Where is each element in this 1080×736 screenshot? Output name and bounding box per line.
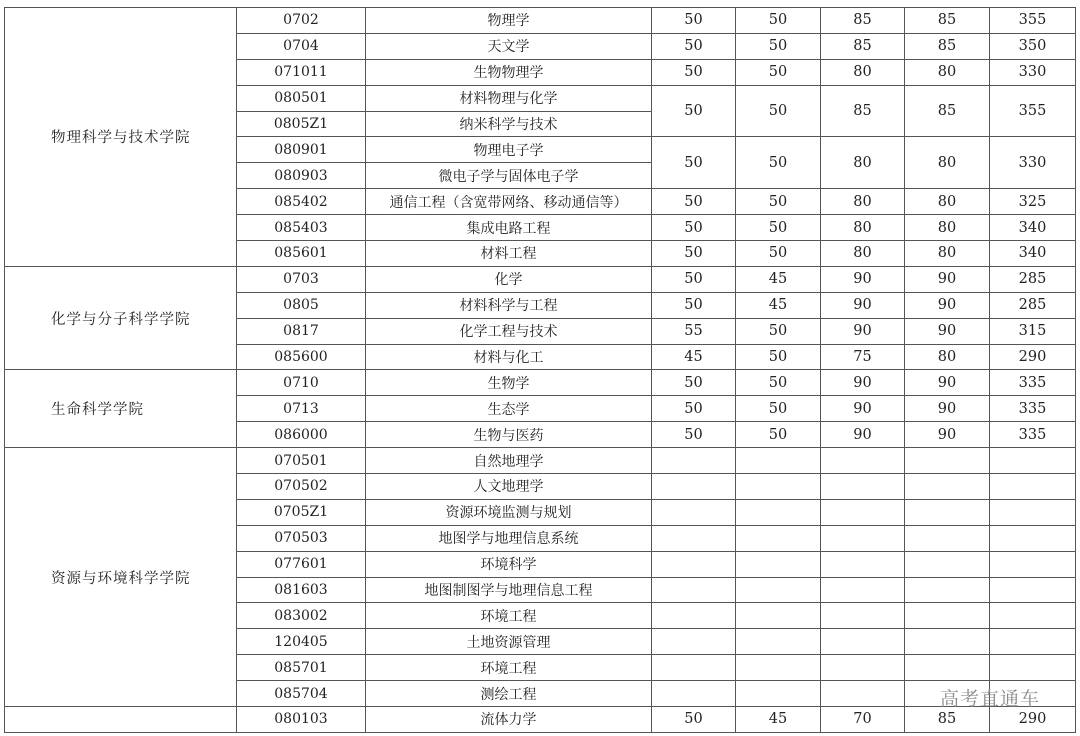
score-cell: 90	[821, 396, 905, 422]
major-code: 071011	[237, 59, 366, 85]
major-name: 人文地理学	[366, 474, 652, 500]
total-score-cell: 340	[990, 241, 1076, 267]
major-code: 0703	[237, 266, 366, 292]
major-code: 0805Z1	[237, 111, 366, 137]
score-cell: 90	[905, 266, 990, 292]
major-code: 0710	[237, 370, 366, 396]
total-score-cell: 355	[990, 85, 1076, 137]
score-cell: 50	[652, 370, 736, 396]
empty-score-cell	[821, 577, 905, 603]
total-score-cell: 315	[990, 318, 1076, 344]
score-cell: 45	[736, 292, 821, 318]
empty-score-cell	[736, 577, 821, 603]
score-cell: 80	[821, 215, 905, 241]
total-score-cell: 285	[990, 266, 1076, 292]
score-cell: 50	[736, 318, 821, 344]
major-code: 0705Z1	[237, 499, 366, 525]
score-cell: 50	[736, 215, 821, 241]
major-name: 材料工程	[366, 241, 652, 267]
score-cell: 50	[652, 8, 736, 34]
major-name: 地图学与地理信息系统	[366, 525, 652, 551]
score-cell: 90	[905, 292, 990, 318]
score-table	[4, 7, 1076, 733]
score-cell: 85	[821, 8, 905, 34]
empty-score-cell	[736, 629, 821, 655]
total-score-cell: 335	[990, 422, 1076, 448]
major-name: 纳米科学与技术	[366, 111, 652, 137]
empty-score-cell	[652, 629, 736, 655]
score-cell: 80	[821, 241, 905, 267]
empty-score-cell	[990, 474, 1076, 500]
empty-score-cell	[905, 474, 990, 500]
major-name: 物理电子学	[366, 137, 652, 163]
score-cell: 50	[736, 396, 821, 422]
total-score-cell: 330	[990, 137, 1076, 189]
department-name	[5, 707, 237, 733]
score-cell: 85	[821, 33, 905, 59]
score-cell: 80	[821, 59, 905, 85]
empty-score-cell	[821, 655, 905, 681]
empty-score-cell	[652, 655, 736, 681]
major-code: 077601	[237, 551, 366, 577]
score-cell: 50	[652, 85, 736, 137]
empty-score-cell	[736, 525, 821, 551]
empty-score-cell	[652, 681, 736, 707]
major-code: 085601	[237, 241, 366, 267]
major-name: 生物学	[366, 370, 652, 396]
score-cell: 90	[905, 422, 990, 448]
major-name: 环境科学	[366, 551, 652, 577]
major-name: 通信工程（含宽带网络、移动通信等）	[366, 189, 652, 215]
table-row	[5, 448, 1076, 474]
score-cell: 50	[652, 137, 736, 189]
empty-score-cell	[736, 603, 821, 629]
major-code: 081603	[237, 577, 366, 603]
total-score-cell: 340	[990, 215, 1076, 241]
major-code: 0702	[237, 8, 366, 34]
empty-score-cell	[905, 655, 990, 681]
score-cell: 50	[736, 370, 821, 396]
major-code: 080103	[237, 707, 366, 733]
empty-score-cell	[736, 499, 821, 525]
score-cell: 90	[821, 266, 905, 292]
empty-score-cell	[905, 499, 990, 525]
major-code: 085600	[237, 344, 366, 370]
score-cell: 80	[821, 137, 905, 189]
major-name: 微电子学与固体电子学	[366, 163, 652, 189]
score-cell: 80	[905, 59, 990, 85]
empty-score-cell	[990, 577, 1076, 603]
score-cell: 50	[736, 8, 821, 34]
score-cell: 90	[821, 370, 905, 396]
major-name: 生物物理学	[366, 59, 652, 85]
major-code: 085704	[237, 681, 366, 707]
empty-score-cell	[905, 448, 990, 474]
total-score-cell: 325	[990, 189, 1076, 215]
major-code: 085402	[237, 189, 366, 215]
table-row	[5, 707, 1076, 733]
major-name: 自然地理学	[366, 448, 652, 474]
empty-score-cell	[652, 551, 736, 577]
major-name: 测绘工程	[366, 681, 652, 707]
major-code: 0704	[237, 33, 366, 59]
major-name: 土地资源管理	[366, 629, 652, 655]
table-row	[5, 8, 1076, 34]
empty-score-cell	[905, 551, 990, 577]
empty-score-cell	[990, 448, 1076, 474]
empty-score-cell	[905, 629, 990, 655]
empty-score-cell	[652, 603, 736, 629]
empty-score-cell	[821, 603, 905, 629]
major-name: 生物与医药	[366, 422, 652, 448]
major-code: 080901	[237, 137, 366, 163]
total-score-cell: 290	[990, 707, 1076, 733]
major-code: 080903	[237, 163, 366, 189]
score-cell: 45	[736, 266, 821, 292]
score-cell: 50	[736, 189, 821, 215]
score-cell: 90	[905, 370, 990, 396]
major-code: 070503	[237, 525, 366, 551]
score-cell: 50	[736, 137, 821, 189]
score-cell: 45	[652, 344, 736, 370]
score-cell: 85	[905, 8, 990, 34]
empty-score-cell	[736, 474, 821, 500]
score-cell: 80	[905, 344, 990, 370]
empty-score-cell	[821, 551, 905, 577]
empty-score-cell	[821, 629, 905, 655]
score-cell: 50	[652, 707, 736, 733]
score-cell: 50	[652, 292, 736, 318]
major-code: 083002	[237, 603, 366, 629]
score-cell: 70	[821, 707, 905, 733]
total-score-cell: 285	[990, 292, 1076, 318]
major-name: 流体力学	[366, 707, 652, 733]
score-cell: 55	[652, 318, 736, 344]
score-cell: 50	[652, 215, 736, 241]
empty-score-cell	[652, 577, 736, 603]
empty-score-cell	[736, 655, 821, 681]
major-code: 070502	[237, 474, 366, 500]
major-name: 天文学	[366, 33, 652, 59]
score-cell: 50	[652, 422, 736, 448]
score-cell: 45	[736, 707, 821, 733]
empty-score-cell	[736, 551, 821, 577]
score-cell: 90	[905, 318, 990, 344]
total-score-cell: 330	[990, 59, 1076, 85]
major-name: 资源环境监测与规划	[366, 499, 652, 525]
score-cell: 90	[821, 292, 905, 318]
empty-score-cell	[905, 577, 990, 603]
score-cell: 80	[905, 241, 990, 267]
major-code: 0817	[237, 318, 366, 344]
major-name: 材料科学与工程	[366, 292, 652, 318]
score-cell: 50	[652, 396, 736, 422]
score-cell: 85	[905, 85, 990, 137]
score-cell: 85	[905, 707, 990, 733]
major-name: 化学工程与技术	[366, 318, 652, 344]
empty-score-cell	[990, 499, 1076, 525]
score-cell: 50	[652, 266, 736, 292]
score-cell: 50	[736, 241, 821, 267]
empty-score-cell	[652, 448, 736, 474]
score-cell: 50	[736, 422, 821, 448]
empty-score-cell	[736, 681, 821, 707]
empty-score-cell	[990, 551, 1076, 577]
empty-score-cell	[905, 603, 990, 629]
empty-score-cell	[652, 525, 736, 551]
score-cell: 75	[821, 344, 905, 370]
total-score-cell: 350	[990, 33, 1076, 59]
score-cell: 50	[736, 33, 821, 59]
major-code: 085701	[237, 655, 366, 681]
empty-score-cell	[821, 448, 905, 474]
score-cell: 50	[652, 33, 736, 59]
score-cell: 80	[821, 189, 905, 215]
major-code: 120405	[237, 629, 366, 655]
empty-score-cell	[821, 474, 905, 500]
major-name: 环境工程	[366, 655, 652, 681]
empty-score-cell	[821, 681, 905, 707]
major-name: 材料与化工	[366, 344, 652, 370]
empty-score-cell	[821, 499, 905, 525]
score-cell: 80	[905, 189, 990, 215]
score-cell: 90	[821, 318, 905, 344]
score-cell: 50	[652, 241, 736, 267]
score-cell: 50	[736, 59, 821, 85]
major-name: 化学	[366, 266, 652, 292]
empty-score-cell	[736, 448, 821, 474]
empty-score-cell	[821, 525, 905, 551]
score-cell: 85	[821, 85, 905, 137]
score-cell: 50	[652, 189, 736, 215]
table-row	[5, 370, 1076, 396]
empty-score-cell	[652, 474, 736, 500]
score-cell: 50	[652, 59, 736, 85]
score-cell: 90	[905, 396, 990, 422]
score-cell: 80	[905, 215, 990, 241]
score-cell: 85	[905, 33, 990, 59]
major-name: 物理学	[366, 8, 652, 34]
empty-score-cell	[990, 629, 1076, 655]
department-name: 资源与环境科学学院	[5, 448, 237, 707]
major-name: 地图制图学与地理信息工程	[366, 577, 652, 603]
major-code: 085403	[237, 215, 366, 241]
empty-score-cell	[652, 499, 736, 525]
major-name: 材料物理与化学	[366, 85, 652, 111]
department-name: 生命科学学院	[5, 370, 237, 448]
total-score-cell: 335	[990, 370, 1076, 396]
total-score-cell: 355	[990, 8, 1076, 34]
score-cell: 90	[821, 422, 905, 448]
major-code: 070501	[237, 448, 366, 474]
major-name: 集成电路工程	[366, 215, 652, 241]
total-score-cell: 290	[990, 344, 1076, 370]
empty-score-cell	[990, 525, 1076, 551]
total-score-cell: 335	[990, 396, 1076, 422]
empty-score-cell	[990, 655, 1076, 681]
major-name: 生态学	[366, 396, 652, 422]
empty-score-cell	[990, 603, 1076, 629]
score-cell: 50	[736, 344, 821, 370]
score-cell: 50	[736, 85, 821, 137]
major-name: 环境工程	[366, 603, 652, 629]
major-code: 0713	[237, 396, 366, 422]
major-code: 0805	[237, 292, 366, 318]
score-cell: 80	[905, 137, 990, 189]
department-name: 物理科学与技术学院	[5, 8, 237, 267]
major-code: 086000	[237, 422, 366, 448]
major-code: 080501	[237, 85, 366, 111]
watermark: 高考直通车	[940, 688, 1041, 710]
table-row	[5, 266, 1076, 292]
empty-score-cell	[905, 525, 990, 551]
department-name: 化学与分子科学学院	[5, 266, 237, 370]
